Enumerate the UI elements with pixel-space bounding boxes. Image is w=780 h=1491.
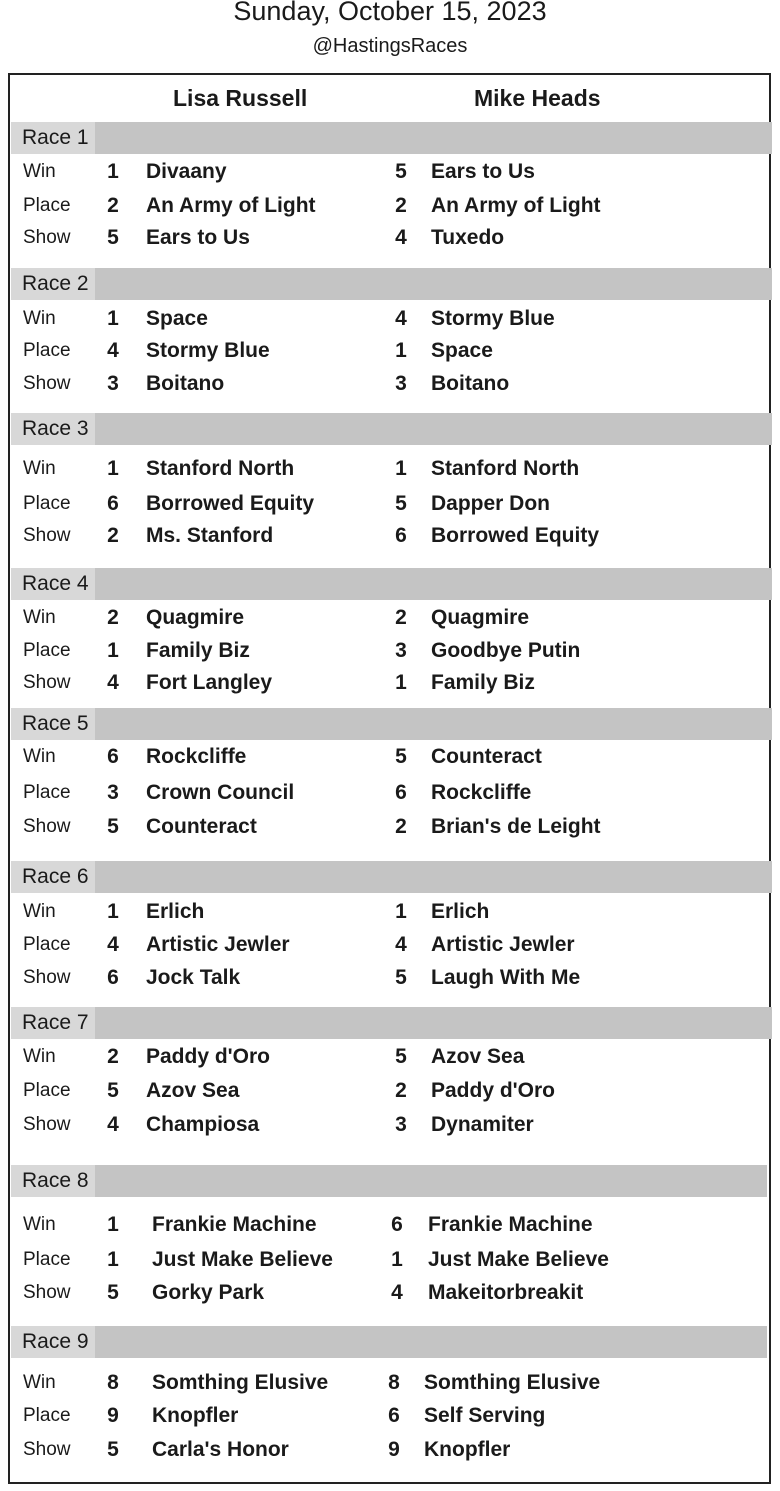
mike-pick-horse: Azov Sea bbox=[431, 1045, 525, 1068]
mike-pick-number: 4 bbox=[395, 307, 407, 330]
position-label: Show bbox=[23, 672, 71, 693]
position-label: Show bbox=[23, 816, 71, 837]
race-7-bar bbox=[11, 1007, 772, 1039]
mike-pick-horse: Self Serving bbox=[424, 1404, 546, 1427]
position-label: Place bbox=[23, 1249, 71, 1270]
mike-pick-number: 4 bbox=[391, 1281, 403, 1304]
mike-pick-horse: Rockcliffe bbox=[431, 781, 532, 804]
mike-pick-horse: Somthing Elusive bbox=[424, 1371, 601, 1394]
position-label: Place bbox=[23, 340, 71, 361]
lisa-pick-number: 2 bbox=[107, 1045, 119, 1068]
mike-pick-number: 2 bbox=[395, 815, 407, 838]
mike-pick-number: 2 bbox=[395, 606, 407, 629]
race-4-label: Race 4 bbox=[11, 568, 95, 600]
position-label: Win bbox=[23, 607, 56, 628]
lisa-pick-horse: Frankie Machine bbox=[152, 1213, 317, 1236]
position-label: Show bbox=[23, 227, 71, 248]
handicapper-lisa-heading: Lisa Russell bbox=[173, 85, 308, 111]
lisa-pick-number: 4 bbox=[107, 933, 119, 956]
mike-pick-number: 5 bbox=[395, 745, 407, 768]
mike-pick-horse: Boitano bbox=[431, 372, 510, 395]
mike-pick-number: 6 bbox=[395, 781, 407, 804]
mike-pick-number: 5 bbox=[395, 160, 407, 183]
mike-pick-number: 3 bbox=[395, 1113, 407, 1136]
race-9-label: Race 9 bbox=[11, 1326, 95, 1358]
lisa-pick-horse: Gorky Park bbox=[152, 1281, 265, 1304]
lisa-pick-number: 1 bbox=[107, 1213, 119, 1236]
handicapper-mike-heading: Mike Heads bbox=[474, 85, 601, 111]
lisa-pick-number: 6 bbox=[107, 492, 119, 515]
mike-pick-number: 1 bbox=[391, 1248, 403, 1271]
lisa-pick-number: 5 bbox=[107, 1079, 119, 1102]
mike-pick-horse: Paddy d'Oro bbox=[431, 1079, 556, 1102]
mike-pick-horse: Stanford North bbox=[431, 457, 580, 480]
lisa-pick-number: 4 bbox=[107, 339, 119, 362]
position-label: Show bbox=[23, 1282, 71, 1303]
mike-pick-horse: Space bbox=[431, 339, 493, 362]
lisa-pick-number: 6 bbox=[107, 745, 119, 768]
mike-pick-number: 6 bbox=[391, 1213, 403, 1236]
mike-pick-number: 3 bbox=[395, 372, 407, 395]
lisa-pick-number: 5 bbox=[107, 1438, 119, 1461]
mike-pick-number: 4 bbox=[395, 933, 407, 956]
lisa-pick-horse: Ears to Us bbox=[146, 226, 250, 249]
position-label: Show bbox=[23, 1439, 71, 1460]
lisa-pick-horse: Boitano bbox=[146, 372, 225, 395]
lisa-pick-number: 2 bbox=[107, 194, 119, 217]
position-label: Win bbox=[23, 1046, 56, 1067]
mike-pick-number: 1 bbox=[395, 457, 407, 480]
mike-pick-horse: Laugh With Me bbox=[431, 966, 581, 989]
mike-pick-horse: Ears to Us bbox=[431, 160, 535, 183]
mike-pick-horse: Tuxedo bbox=[431, 226, 505, 249]
mike-pick-horse: Counteract bbox=[431, 745, 542, 768]
lisa-pick-number: 1 bbox=[107, 457, 119, 480]
race-2-bar bbox=[11, 268, 772, 300]
mike-pick-number: 5 bbox=[395, 492, 407, 515]
lisa-pick-number: 2 bbox=[107, 606, 119, 629]
race-4-bar bbox=[11, 568, 772, 600]
position-label: Win bbox=[23, 161, 56, 182]
position-label: Place bbox=[23, 1405, 71, 1426]
lisa-pick-horse: Space bbox=[146, 307, 208, 330]
position-label: Show bbox=[23, 967, 71, 988]
mike-pick-horse: Goodbye Putin bbox=[431, 639, 581, 662]
mike-pick-number: 9 bbox=[388, 1438, 400, 1461]
lisa-pick-horse: Carla's Honor bbox=[152, 1438, 289, 1461]
mike-pick-horse: Erlich bbox=[431, 900, 490, 923]
race-8-bar bbox=[11, 1165, 767, 1197]
mike-pick-number: 2 bbox=[395, 194, 407, 217]
lisa-pick-number: 1 bbox=[107, 1248, 119, 1271]
mike-pick-horse: Knopfler bbox=[424, 1438, 511, 1461]
lisa-pick-number: 3 bbox=[107, 781, 119, 804]
lisa-pick-number: 9 bbox=[107, 1404, 119, 1427]
race-8-label: Race 8 bbox=[11, 1165, 95, 1197]
lisa-pick-horse: Just Make Believe bbox=[152, 1248, 333, 1271]
mike-pick-horse: Dynamiter bbox=[431, 1113, 534, 1136]
lisa-pick-horse: Ms. Stanford bbox=[146, 524, 274, 547]
position-label: Win bbox=[23, 458, 56, 479]
race-9-bar bbox=[11, 1326, 767, 1358]
mike-pick-number: 5 bbox=[395, 1045, 407, 1068]
lisa-pick-horse: Erlich bbox=[146, 900, 205, 923]
lisa-pick-horse: Artistic Jewler bbox=[146, 933, 290, 956]
position-label: Place bbox=[23, 640, 71, 661]
race-3-label: Race 3 bbox=[11, 413, 95, 445]
mike-pick-horse: Borrowed Equity bbox=[431, 524, 600, 547]
position-label: Place bbox=[23, 493, 71, 514]
position-label: Place bbox=[23, 195, 71, 216]
race-6-bar bbox=[11, 861, 772, 893]
lisa-pick-number: 1 bbox=[107, 307, 119, 330]
mike-pick-horse: Just Make Believe bbox=[428, 1248, 609, 1271]
position-label: Show bbox=[23, 1114, 71, 1135]
lisa-pick-horse: Jock Talk bbox=[146, 966, 241, 989]
mike-pick-horse: Stormy Blue bbox=[431, 307, 555, 330]
position-label: Win bbox=[23, 746, 56, 767]
lisa-pick-number: 1 bbox=[107, 900, 119, 923]
lisa-pick-horse: Counteract bbox=[146, 815, 257, 838]
lisa-pick-horse: Paddy d'Oro bbox=[146, 1045, 271, 1068]
mike-pick-horse: An Army of Light bbox=[431, 194, 601, 217]
lisa-pick-number: 4 bbox=[107, 671, 119, 694]
race-5-label: Race 5 bbox=[11, 708, 95, 740]
race-1-label: Race 1 bbox=[11, 122, 95, 154]
mike-pick-horse: Quagmire bbox=[431, 606, 530, 629]
lisa-pick-horse: Family Biz bbox=[146, 639, 250, 662]
mike-pick-number: 3 bbox=[395, 639, 407, 662]
mike-pick-number: 4 bbox=[395, 226, 407, 249]
mike-pick-horse: Makeitorbreakit bbox=[428, 1281, 584, 1304]
mike-pick-horse: Artistic Jewler bbox=[431, 933, 575, 956]
mike-pick-number: 2 bbox=[395, 1079, 407, 1102]
mike-pick-horse: Brian's de Leight bbox=[431, 815, 601, 838]
lisa-pick-number: 5 bbox=[107, 1281, 119, 1304]
lisa-pick-number: 5 bbox=[107, 815, 119, 838]
position-label: Win bbox=[23, 1214, 56, 1235]
mike-pick-horse: Dapper Don bbox=[431, 492, 551, 515]
lisa-pick-number: 1 bbox=[107, 160, 119, 183]
mike-pick-number: 1 bbox=[395, 339, 407, 362]
lisa-pick-horse: Stormy Blue bbox=[146, 339, 270, 362]
mike-pick-number: 1 bbox=[395, 671, 407, 694]
position-label: Win bbox=[23, 308, 56, 329]
mike-pick-horse: Frankie Machine bbox=[428, 1213, 593, 1236]
position-label: Place bbox=[23, 1080, 71, 1101]
lisa-pick-horse: Azov Sea bbox=[146, 1079, 240, 1102]
lisa-pick-horse: Knopfler bbox=[152, 1404, 239, 1427]
position-label: Show bbox=[23, 525, 71, 546]
position-label: Place bbox=[23, 934, 71, 955]
race-2-label: Race 2 bbox=[11, 268, 95, 300]
lisa-pick-horse: Champiosa bbox=[146, 1113, 260, 1136]
lisa-pick-number: 4 bbox=[107, 1113, 119, 1136]
mike-pick-number: 6 bbox=[395, 524, 407, 547]
lisa-pick-horse: Fort Langley bbox=[146, 671, 273, 694]
lisa-pick-number: 1 bbox=[107, 639, 119, 662]
lisa-pick-number: 3 bbox=[107, 372, 119, 395]
race-3-bar bbox=[11, 413, 772, 445]
lisa-pick-number: 2 bbox=[107, 524, 119, 547]
lisa-pick-number: 8 bbox=[107, 1371, 119, 1394]
mike-pick-number: 6 bbox=[388, 1404, 400, 1427]
mike-pick-horse: Family Biz bbox=[431, 671, 535, 694]
lisa-pick-horse: Borrowed Equity bbox=[146, 492, 315, 515]
race-5-bar bbox=[11, 708, 772, 740]
position-label: Place bbox=[23, 782, 71, 803]
lisa-pick-horse: Crown Council bbox=[146, 781, 295, 804]
position-label: Win bbox=[23, 1372, 56, 1393]
mike-pick-number: 8 bbox=[388, 1371, 400, 1394]
mike-pick-number: 1 bbox=[395, 900, 407, 923]
mike-pick-number: 5 bbox=[395, 966, 407, 989]
twitter-handle: @HastingsRaces bbox=[312, 35, 468, 57]
race-7-label: Race 7 bbox=[11, 1007, 95, 1039]
lisa-pick-horse: Rockcliffe bbox=[146, 745, 247, 768]
race-1-bar bbox=[11, 122, 772, 154]
position-label: Show bbox=[23, 373, 71, 394]
race-6-label: Race 6 bbox=[11, 861, 95, 893]
lisa-pick-number: 5 bbox=[107, 226, 119, 249]
lisa-pick-horse: Divaany bbox=[146, 160, 227, 183]
page-title: Sunday, October 15, 2023 bbox=[233, 0, 547, 26]
lisa-pick-horse: Stanford North bbox=[146, 457, 295, 480]
lisa-pick-horse: An Army of Light bbox=[146, 194, 316, 217]
lisa-pick-number: 6 bbox=[107, 966, 119, 989]
position-label: Win bbox=[23, 901, 56, 922]
lisa-pick-horse: Quagmire bbox=[146, 606, 245, 629]
lisa-pick-horse: Somthing Elusive bbox=[152, 1371, 329, 1394]
